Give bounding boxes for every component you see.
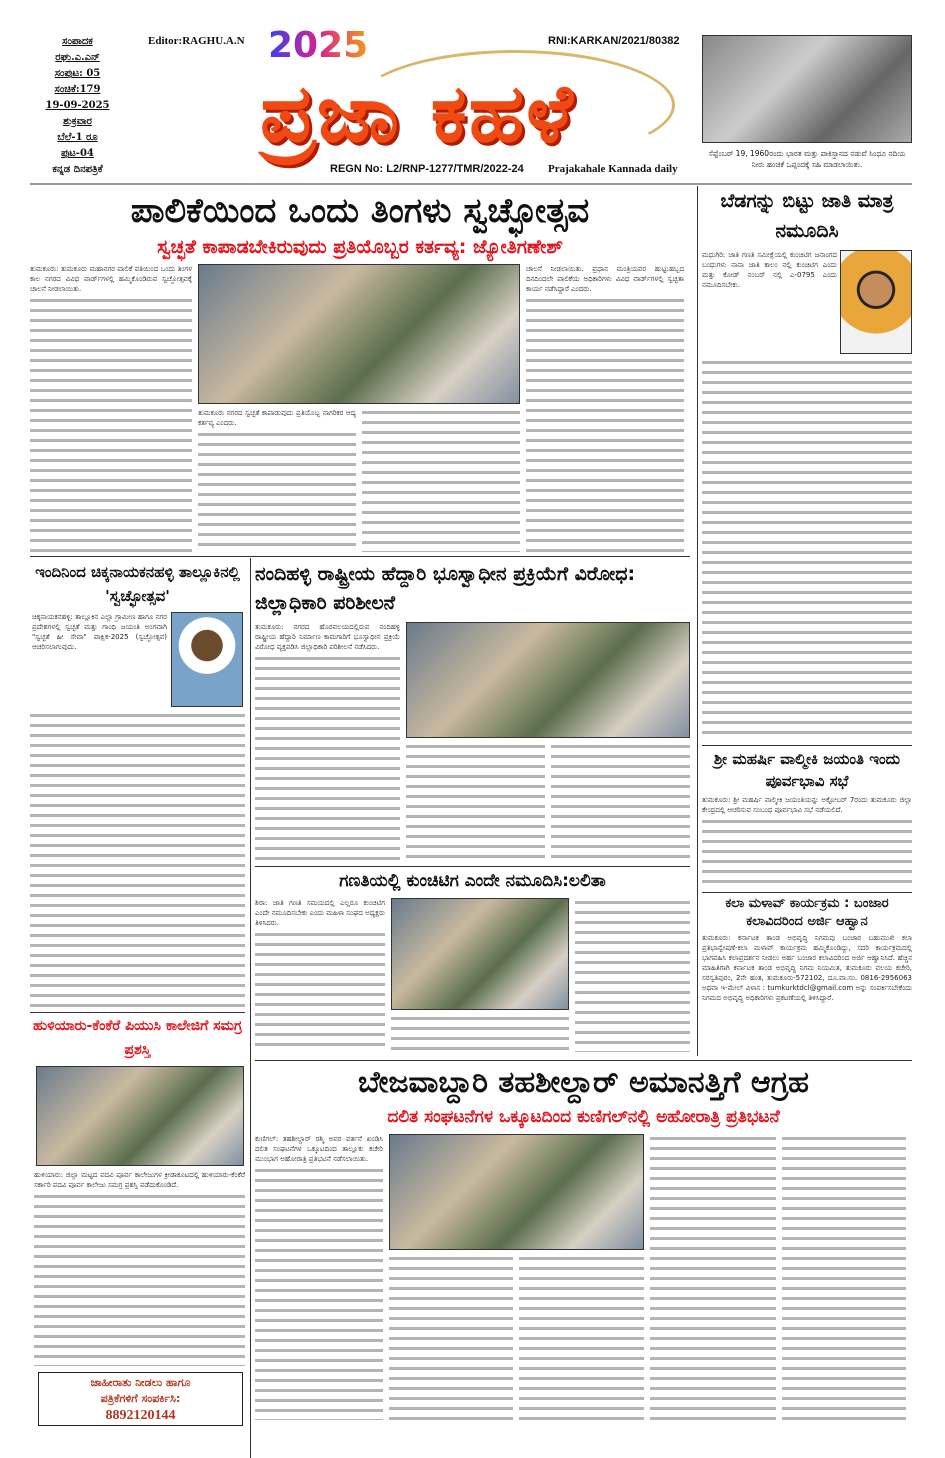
- huliyar-lede: ಹುಳಿಯಾರು: ಜಿಲ್ಲಾ ಮಟ್ಟದ ಪದವಿ ಪೂರ್ವ ಕಾಲೇಜುಗಳ ಕ್ರೀಡಾಕೂಟದಲ್ಲಿ ಹುಳಿಯಾರು-ಕೆಂಕೆರೆ ಸರ್ಕಾರಿ ಪದವಿ ಪೂರ್ವ ಕಾಲೇಜು ಸಮಗ್ರ ಪ್ರಶಸ್ತಿ ಪಡೆದುಕೊಂಡಿದೆ.: [34, 1171, 245, 1189]
- huliyar-body: [30, 1170, 245, 1366]
- ganati-body-col3: [575, 898, 690, 1052]
- lead-subheadline: ಸ್ವಚ್ಛತೆ ಕಾಪಾಡಬೇಕಿರುವುದು ಪ್ರತಿಯೊಬ್ಬರ ಕರ್ತವ್ಯ: ಜ್ಯೋತಿಗಣೇಶ್: [157, 236, 563, 258]
- lead-caption-text: ತುಮಕೂರು ನಗರದ ಸ್ವಚ್ಛತೆ ಕಾಪಾಡುವುದು ಪ್ರತಿಯೊಬ್ಬ ನಾಗರಿಕರ ಆದ್ಯ ಕರ್ತವ್ಯ ಎಂದರು.: [198, 409, 356, 427]
- divider: [30, 1012, 245, 1013]
- ad-line-1: ಜಾಹೀರಾತು ನೀಡಲು ಹಾಗೂ: [90, 1376, 191, 1389]
- bejawadi-body-col1: [255, 1134, 383, 1420]
- advertisement-contact-box: [38, 1372, 243, 1426]
- taluk-headline: ಇಂದಿನಿಂದ ಚಿಕ್ಕನಾಯಕನಹಳ್ಳಿ ತಾಲ್ಲೂಕಿನಲ್ಲಿ 'ಸ್ವಚ್ಛೋತ್ಸವ': [35, 563, 240, 605]
- history-photo: [702, 35, 912, 143]
- caste-portrait: [840, 250, 912, 354]
- lead-body-col2: [198, 408, 356, 552]
- taluk-lede: ಚಿಕ್ಕನಾಯಕನಹಳ್ಳಿ: ತಾಲ್ಲೂಕಿನ ಎಲ್ಲಾ ಗ್ರಾಮೀಣ ಹಾಗೂ ನಗರ ಪ್ರದೇಶಗಳಲ್ಲಿ ಸ್ವಚ್ಛತೆ ಮತ್ತು ಗಾಂಧಿ ಜಯಂತಿ ಅಂಗವಾಗಿ "ಸ್ವಚ್ಛತೆ ಹೀ ಸೇವಾ" ಪಾಕ್ಷಿಕ-2025 (ಸ್ವಚ್ಛೋತ್ಸವ) ಆಚರಿಸಲಾಗುವುದು.: [32, 613, 167, 651]
- paper-type: ಕನ್ನಡ ದಿನಪತ್ರಿಕೆ: [52, 164, 103, 175]
- caste-lede: ಮಧುಗಿರಿ: ಜಾತಿ ಗಣತಿ ಸಮೀಕ್ಷೆಯಲ್ಲಿ ಕುಂಚಿಟಿಗ ಜನಾಂಗದ ಬಂಧುಗಳು ನಾನಾ ಜಾತಿ ಕಾಲಂ ನಲ್ಲಿ ಕುಂಚಿಟಿಗ ಎಂದು ಮತ್ತು ಕೋಡ್ ನಂಬರ್ ನಲ್ಲಿ ಎ-0795 ಎಂದು ನಮೂದಿಸಬೇಕು.: [702, 251, 837, 289]
- bejawadi-lede: ಕುಣಿಗಲ್: ತಹಶೀಲ್ದಾರ್ ರಶ್ಮಿ ಅವರ ವರ್ತನೆ ಖಂಡಿಸಿ ದಲಿತ ಸಂಘಟನೆಗಳ ಒಕ್ಕೂಟದಿಂದ ತಾಲ್ಲೂಕು ಕಚೇರಿ ಮುಂಭಾಗ ಅಹೋರಾತ್ರಿ ಪ್ರತಿಭಟನೆ ನಡೆಸಲಾಯಿತು.: [255, 1135, 383, 1163]
- column-divider: [697, 186, 698, 1056]
- ganati-headline: ಗಣತಿಯಲ್ಲಿ ಕುಂಚಿಟಿಗ ಎಂದೇ ನಮೂದಿಸಿ:ಲಲಿತಾ: [339, 871, 606, 891]
- kala-body: ತುಮಕೂರು: ಕರ್ನಾಟಕ ತಾಂಡ ಅಭಿವೃದ್ಧಿ ನಿಗಮವು ಬಂಜಾರ ಬಹುಮುಖಿ ಕಲಾ ಪ್ರತಿಭಾನ್ವೇಷಣೆ-ಕಲಾ ಮಳಾವ್ ಕಾರ್ಯಕ್ರಮ ಹಮ್ಮಿಕೊಂಡಿದ್ದು, ಸದರಿ ಕಾರ್ಯಕ್ರಮದಲ್ಲಿ ಭಾಗವಹಿಸಿ ಕಲಾಪ್ರದರ್ಶನ ನೀಡಲು ಅರ್ಹ ಬಂಜಾರ ಕಲಾವಿದರಿಂದ ಅರ್ಜಿ ಆಹ್ವಾನಿಸಿದೆ. ಹೆಚ್ಚಿನ ಮಾಹಿತಿಗಾಗಿ ಕರ್ನಾಟಕ ತಾಂಡ ಅಭಿವೃದ್ಧಿ ನಿಗಮ ನಿಯಮಿತ, ತುಮಕೂರು ವಲಯ ಕಚೇರಿ, ಸರಸ್ವತಿಪುರಂ, 2ನೇ ಹಂತ, ತುಮಕೂರು-572102, ದೂ.ವಾ.ಸಂ. 0816-2956063 ಅಥವಾ ಇ-ಮೇಲ್ ವಿಳಾಸ : tumkurktdcl@gmail.com ಅನ್ನು ಸಂಪರ್ಕಿಸಬೇಕೆಂದು ನಿಗಮದ ಅಭಿವೃದ್ಧಿ ಅಧಿಕಾರಿಗಳು ಪ್ರಕಟಣೆಯಲ್ಲಿ ತಿಳಿಸಿದ್ದಾರೆ.: [702, 934, 912, 1002]
- lead-body-col4: [526, 264, 684, 552]
- lead-body-col1: [30, 264, 192, 552]
- ganati-article: [255, 868, 690, 1052]
- ganati-caption: [391, 1014, 569, 1052]
- valmiki-headline: ಶ್ರೀ ಮಹರ್ಷಿ ವಾಲ್ಮೀಕಿ ಜಯಂತಿ ಇಂದು ಪೂರ್ವಭಾವಿ ಸಭೆ: [713, 750, 901, 790]
- volume: ಸಂಪುಟ: 05: [54, 68, 101, 79]
- bejawadi-body-col4: [650, 1134, 776, 1420]
- lead-col4-text: ಚಾಲನೆ ನೀಡಲಾಯಿತು. ಪ್ರಧಾನ ಮಂತ್ರಿಯವರ ಹುಟ್ಟುಹಬ್ಬದ ದಿನದಿಂದಲೇ ಪಾಲಿಕೆಯ ಅಧಿಕಾರಿಗಳು ವಿವಿಧ ವಾರ್ಡ್‌ಗಳಲ್ಲಿ ಸ್ವಚ್ಛತಾ ಕಾರ್ಯ ನಡೆಸಿದ್ದಾರೆ ಎಂದರು.: [526, 265, 684, 293]
- caste-headline: ಬೆಡಗನ್ನು ಬಿಟ್ಟು ಜಾತಿ ಮಾತ್ರ ನಮೂದಿಸಿ: [720, 190, 894, 242]
- column-divider: [250, 558, 251, 1458]
- masthead-divider: [30, 183, 912, 185]
- nandihalli-headline-text: ನಂದಿಹಳ್ಳಿ ರಾಷ್ಟ್ರೀಯ ಹೆದ್ದಾರಿ ಭೂಸ್ವಾಧೀನ ಪ್ರಕ್ರಿಯೆಗೆ ವಿರೋಧ: ಜಿಲ್ಲಾಧಿಕಾರಿ ಪರಿಶೀಲನೆ: [255, 563, 636, 614]
- lead-headline: ಪಾಲಿಕೆಯಿಂದ ಒಂದು ತಿಂಗಳು ಸ್ವಚ್ಛೋತ್ಸವ: [130, 191, 590, 231]
- lead-body-col3: [362, 408, 520, 552]
- lead-lede: ತುಮಕೂರು: ತುಮಕೂರು ಮಹಾನಗರ ಪಾಲಿಕೆ ವತಿಯಿಂದ ಒಂದು ತಿಂಗಳ ಕಾಲ ನಗರದ ವಿವಿಧ ವಾರ್ಡ್‌ಗಳಲ್ಲಿ ಹಮ್ಮಿಕೊಂಡಿರುವ ಸ್ವಚ್ಛೋತ್ಸವಕ್ಕೆ ಚಾಲನೆ ನೀಡಲಾಯಿತು.: [30, 265, 192, 293]
- ad-line-2: ಪತ್ರಿಕೆಗಳಿಗೆ ಸಂಪರ್ಕಿಸಿ:: [100, 1392, 181, 1405]
- nandihalli-lede: ತುಮಕೂರು: ನಗರದ ಹೊರವಲಯದಲ್ಲಿರುವ ನಂದಿಹಳ್ಳಿ ರಾಷ್ಟ್ರೀಯ ಹೆದ್ದಾರಿ ನಿರ್ಮಾಣ ಕಾಮಗಾರಿಗೆ ಭೂಸ್ವಾಧೀನ ಪ್ರಕ್ರಿಯೆ ವಿರೋಧ ವ್ಯಕ್ತಪಡಿಸಿ ಜಿಲ್ಲಾಧಿಕಾರಿ ಪರಿಶೀಲನೆ ನಡೆಸಿದರು.: [255, 623, 400, 651]
- ganati-body-col1: [255, 898, 385, 1052]
- bejawadi-photo: [389, 1134, 644, 1250]
- valmiki-lede: ತುಮಕೂರು: ಶ್ರೀ ಮಹರ್ಷಿ ವಾಲ್ಮೀಕಿ ಜಯಂತಿಯನ್ನು ಅಕ್ಟೋಬರ್ 7ರಂದು ತುಮಕೂರು ಜಿಲ್ಲಾ ಕೇಂದ್ರದಲ್ಲಿ ಆಚರಿಸುವ ಸಂಬಂಧ ಪೂರ್ವಭಾವಿ ಸಭೆ ನಡೆಯಲಿದೆ.: [702, 796, 912, 814]
- kala-headline: ಕಲಾ ಮಳಾವ್ ಕಾರ್ಯಕ್ರಮ : ಬಂಜಾರ ಕಲಾವಿದರಿಂದ ಅರ್ಜಿ ಆಹ್ವಾನ: [725, 896, 889, 929]
- nandihalli-photo: [406, 622, 690, 738]
- issue-info: [30, 34, 125, 178]
- issue-number: ಸಂಚಿಕೆ:179: [54, 84, 101, 95]
- nandihalli-headline: [255, 560, 690, 618]
- bejawadi-body-col2: [389, 1254, 513, 1420]
- page-count: ಪುಟ-04: [61, 148, 94, 159]
- divider: [702, 892, 912, 893]
- taluk-portrait: [171, 612, 243, 707]
- nandihalli-article: [255, 560, 690, 862]
- nandihalli-body-col1: [255, 622, 400, 862]
- taluk-body: [30, 711, 245, 1008]
- caste-article: [702, 186, 912, 741]
- registration-number: REGN No: L2/RNP-1277/TMR/2022-24: [330, 163, 524, 175]
- weekday: ಶುಕ್ರವಾರ: [63, 116, 92, 127]
- valmiki-body: [702, 795, 912, 890]
- bejawadi-body-col5: [782, 1134, 906, 1420]
- ganati-photo: [391, 898, 569, 1010]
- lead-photo: [198, 264, 520, 404]
- editor-label: ಸಂಪಾದಕ: [62, 36, 93, 47]
- history-caption: ಸೆಪ್ಟೆಂಬರ್ 19, 1960ರಂದು ಭಾರತ ಮತ್ತು ಪಾಕಿಸ್ತಾನದ ನಡುವೆ ಸಿಂಧೂ ನದಿಯ ನೀರು ಹಂಚಿಕೆ ಒಪ್ಪಂದಕ್ಕೆ ಸಹಿ ಮಾಡಲಾಯಿತು.: [708, 149, 906, 169]
- divider: [30, 556, 690, 557]
- divider: [255, 866, 690, 867]
- kala-article: [702, 895, 912, 1057]
- taluk-article: [30, 560, 245, 1008]
- caste-body: [702, 358, 912, 741]
- bejawadi-subheadline: ದಲಿತ ಸಂಘಟನೆಗಳ ಒಕ್ಕೂಟದಿಂದ ಕುಣಿಗಲ್‌ನಲ್ಲಿ ಅಹೋರಾತ್ರಿ ಪ್ರತಿಭಟನೆ: [387, 1107, 780, 1127]
- issue-date: 19-09-2025: [45, 100, 110, 111]
- rni-number: RNI:KARKAN/2021/80382: [548, 35, 680, 47]
- bejawadi-headline: ಬೇಜವಾಬ್ದಾರಿ ತಹಶೀಲ್ದಾರ್ ಅಮಾನತ್ತಿಗೆ ಆಗ್ರಹ: [358, 1065, 809, 1100]
- nandihalli-body-col2: [406, 742, 545, 862]
- bejawadi-article: [255, 1062, 912, 1420]
- lead-article: [30, 188, 690, 552]
- huliyar-photo: [36, 1066, 244, 1166]
- valmiki-article: [702, 748, 912, 890]
- editor-credit: Editor:RAGHU.A.N: [148, 35, 245, 47]
- huliyar-headline: ಹುಳಿಯಾರು-ಕೆಂಕೆರೆ ಪಿಯುಸಿ ಕಾಲೇಜಿಗೆ ಸಮಗ್ರ ಪ್ರಶಸ್ತಿ: [32, 1018, 243, 1058]
- ad-phone: 8892120144: [105, 1408, 176, 1423]
- nandihalli-body-col3: [551, 742, 690, 862]
- bejawadi-body-col3: [519, 1254, 644, 1420]
- price: ಬೆಲೆ-1 ರೂ: [57, 132, 98, 143]
- tagline: Prajakahale Kannada daily: [548, 163, 678, 175]
- editor-name: ರಘು.ಎ.ಎನ್: [55, 52, 100, 63]
- newspaper-logo: ಪ್ರಜಾ ಕಹಳೆ: [260, 67, 575, 160]
- divider: [255, 1060, 912, 1061]
- ganati-lede: ಶಿರಾ: ಜಾತಿ ಗಣತಿ ಸಮಯದಲ್ಲಿ ಎಲ್ಲರೂ ಕುಂಚಿಟಿಗ ಎಂದೇ ನಮೂದಿಸಬೇಕು ಎಂದು ಮಹಿಳಾ ಸಂಘದ ಅಧ್ಯಕ್ಷರು ತಿಳಿಸಿದರು.: [255, 899, 385, 927]
- huliyar-article: [30, 1014, 245, 1366]
- year-badge: 2025: [268, 25, 369, 66]
- divider: [702, 745, 912, 746]
